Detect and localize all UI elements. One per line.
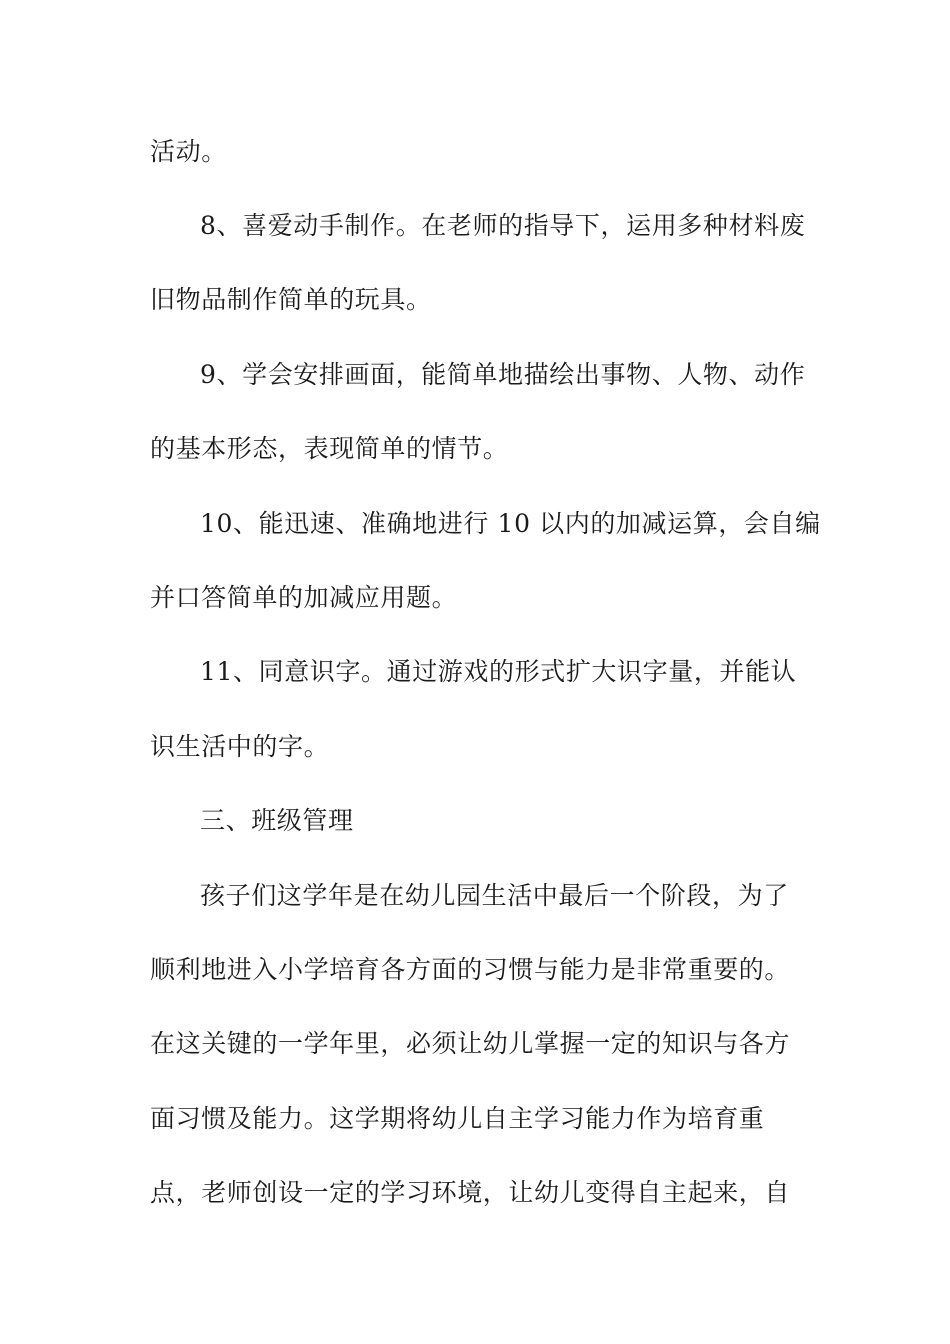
- paragraph-line-2: 顺利地进入小学培育各方面的习惯与能力是非常重要的。: [150, 955, 791, 984]
- paragraph-line-3: 在这关键的一学年里，必须让幼儿掌握一定的知识与各方: [150, 1029, 791, 1058]
- paragraph-line-5: 点，老师创设一定的学习环境，让幼儿变得自主起来，自: [150, 1178, 791, 1207]
- text-line-item-9-cont: 的基本形态，表现简单的情节。: [150, 434, 509, 463]
- text-line-item-8-cont: 旧物品制作简单的玩具。: [150, 285, 432, 314]
- paragraph-line-1: 孩子们这学年是在幼儿园生活中最后一个阶段，为了: [200, 881, 789, 910]
- paragraph-line-4: 面习惯及能力。这学期将幼儿自主学习能力作为培育重: [150, 1104, 765, 1133]
- text-line-activity-end: 活动。: [150, 137, 227, 166]
- text-line-item-9: 9、学会安排画面，能简单地描绘出事物、人物、动作: [200, 360, 806, 389]
- section-heading-class-management: 三、班级管理: [200, 806, 354, 835]
- text-line-item-11: 11、同意识字。通过游戏的形式扩大识字量，并能认: [200, 657, 797, 686]
- text-line-item-10-cont: 并口答简单的加减应用题。: [150, 583, 458, 612]
- text-line-item-10: 10、能迅速、准确地进行 10 以内的加减运算，会自编: [200, 509, 821, 538]
- text-line-item-8: 8、喜爱动手制作。在老师的指导下，运用多种材料废: [200, 211, 806, 240]
- text-line-item-11-cont: 识生活中的字。: [150, 732, 330, 761]
